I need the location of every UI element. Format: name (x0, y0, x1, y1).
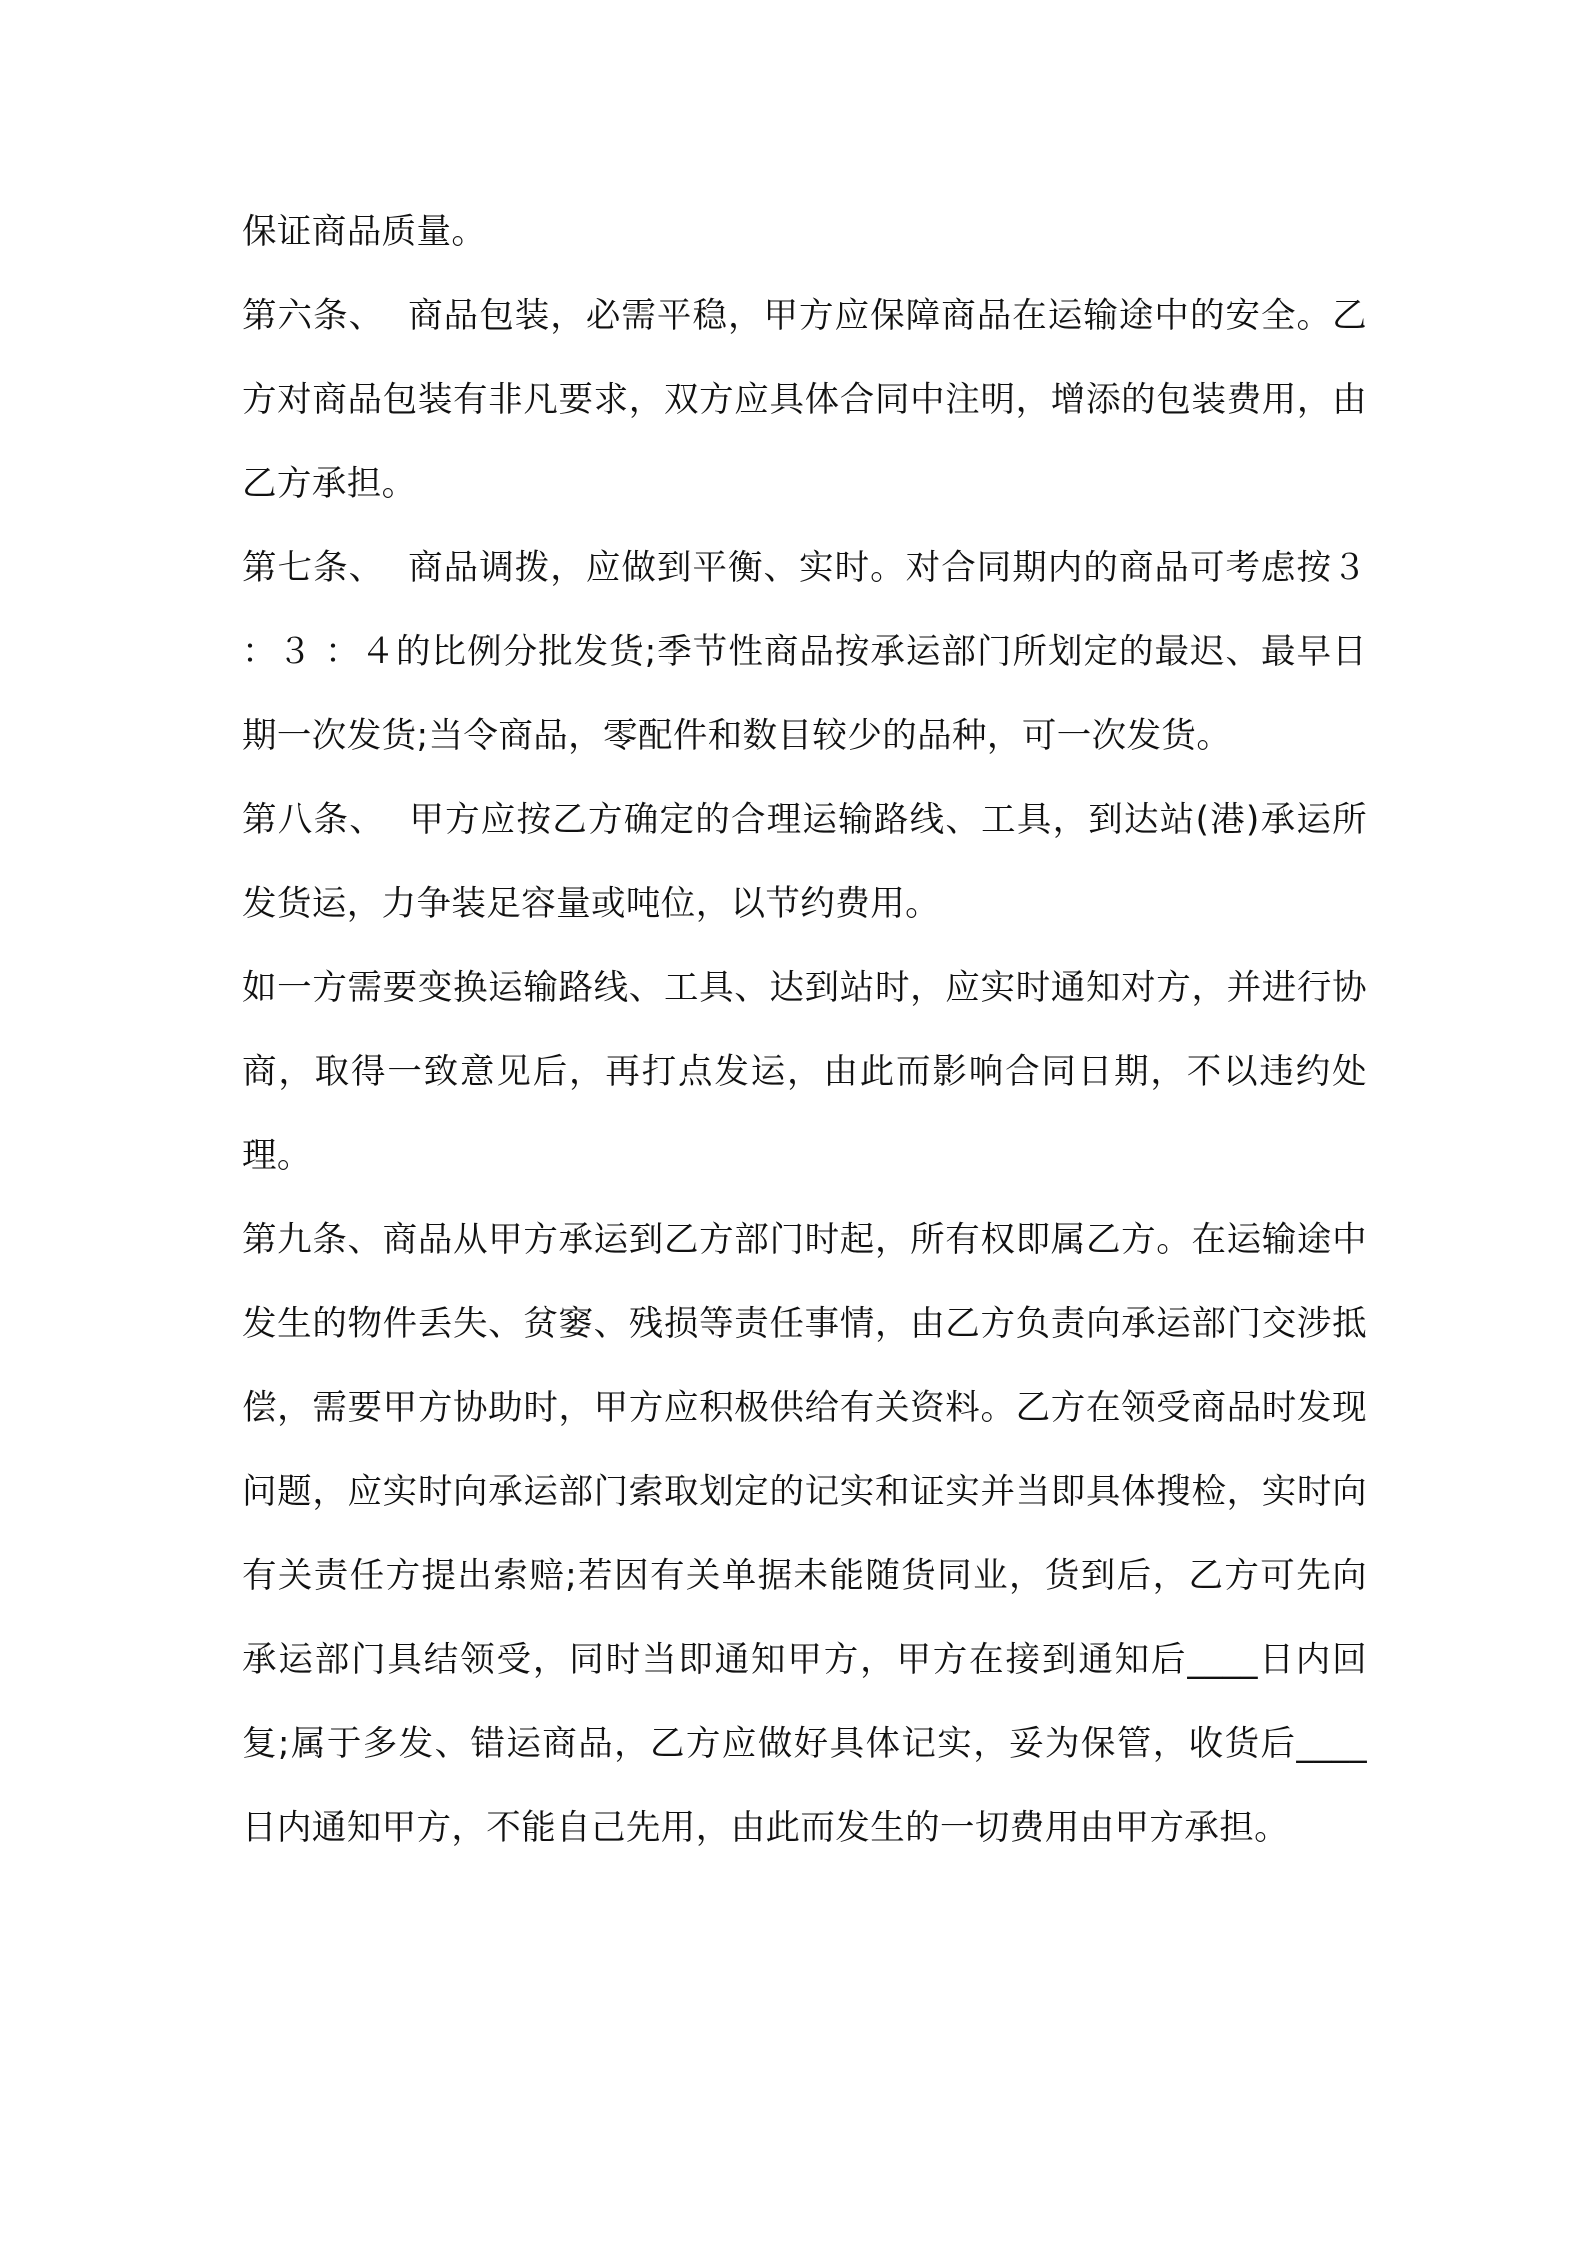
paragraph-article-7: 第七条、 商品调拨，应做到平衡、实时。对合同期内的商品可考虑按３ ：３ ：４的比例分批发货;季节性商品按承运部门所划定的最迟、最早日期一次发货;当令商品，零配件和数目较少的品种，可一次发货。 (242, 548, 1379, 756)
paragraph-article-8: 第八条、 甲方应按乙方确定的合理运输路线、工具，到达站(港)承运所发货运，力争装足容量或吨位，以节约费用。 (242, 800, 1367, 924)
document-body (242, 190, 1379, 1870)
paragraph-continuation: 保证商品质量。 (242, 212, 487, 252)
paragraph-article-6: 第六条、 商品包装，必需平稳，甲方应保障商品在运输途中的安全。乙方对商品包装有非凡要求，双方应具体合同中注明，增添的包装费用，由乙方承担。 (242, 296, 1367, 504)
paragraph-article-9: 第九条、商品从甲方承运到乙方部门时起，所有权即属乙方。在运输途中发生的物件丢失、贫窭、残损等责任事情，由乙方负责向承运部门交涉抵偿，需要甲方协助时，甲方应积极供给有关资料。乙方在领受商品时发现问题，应实时向承运部门索取划定的记实和证实并当即具体搜检，实时向有关责任方提出索赔;若因有关单据未能随货同业，货到后，乙方可先向承运部门具结领受，同时当即通知甲方，甲方在接到通知后____日内回复;属于多发、错运商品，乙方应做好具体记实，妥为保管，收货后____日内通知甲方，不能自己先用，由此而发生的一切费用由甲方承担。 (242, 1220, 1367, 1848)
paragraph-article-8-cont: 如一方需要变换运输路线、工具、达到站时，应实时通知对方，并进行协商，取得一致意见后，再打点发运，由此而影响合同日期，不以违约处理。 (242, 968, 1367, 1176)
